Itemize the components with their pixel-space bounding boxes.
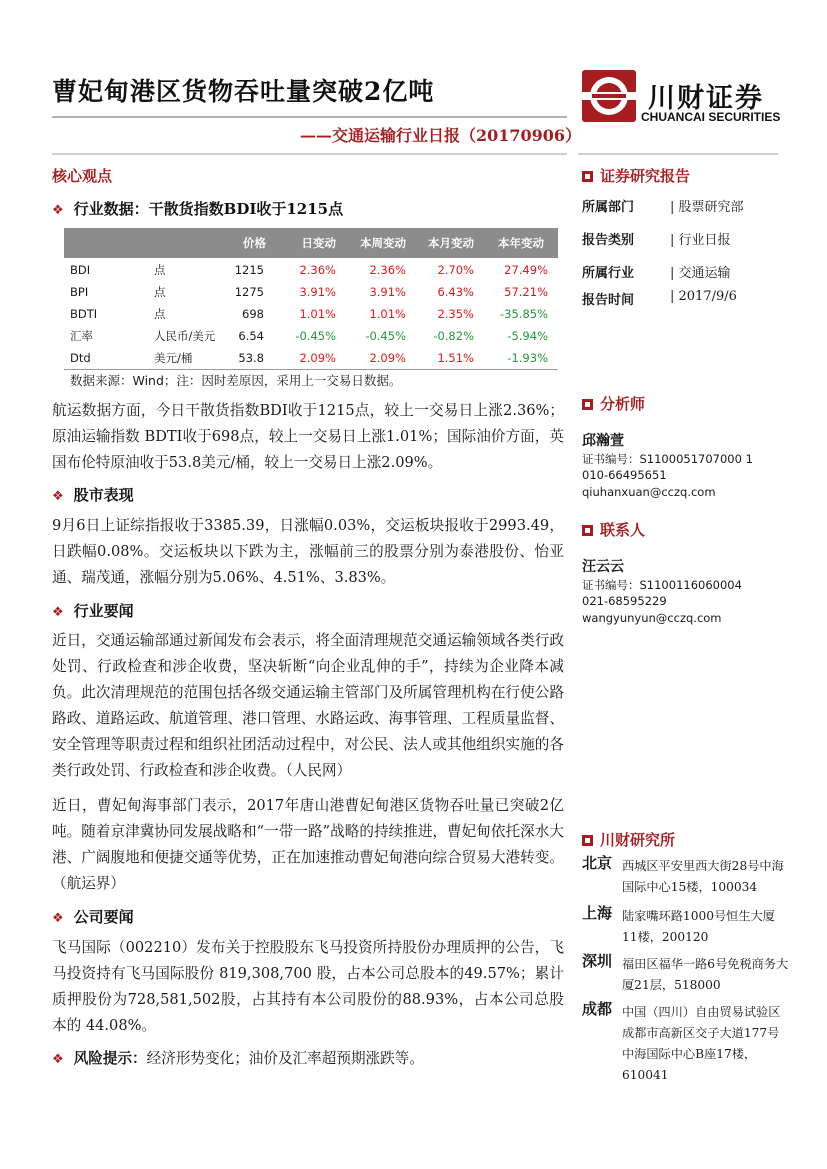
- row-price: 53.8: [238, 351, 264, 365]
- risk-note: ❖ 风险提示：经济形势变化；油价及汇率超预期涨跌等。: [52, 1050, 424, 1067]
- brand-name-en: CHUANCAI SECURITIES: [641, 110, 781, 124]
- row-price: 1275: [234, 285, 264, 299]
- meta-key: 所属行业: [582, 266, 635, 281]
- contact-phone: 021-68595229: [582, 594, 667, 608]
- row-day: 3.91%: [299, 285, 336, 299]
- square-bullet-icon: [582, 525, 593, 536]
- row-year: -1.93%: [507, 351, 548, 365]
- news-paragraph-2: 近日，曹妃甸海事部门表示，2017年唐山港曹妃甸港区货物吞吐量已突破2亿吨。随着京津冀协同发展战略和“一带一路”战略的持续推进，曹妃甸依托深水大港、广阔腹地和便捷交通等优势，正在加速推动曹妃甸港向综合贸易大港转变。（航运界）: [52, 797, 564, 892]
- row-day: 2.09%: [299, 351, 336, 365]
- row-week: 2.09%: [369, 351, 406, 365]
- row-price: 1215: [234, 263, 264, 277]
- table-row: [64, 348, 558, 368]
- contact-cert: 证书编号：S1100116060004: [582, 578, 742, 592]
- row-name: 汇率: [70, 329, 93, 343]
- institute-heading: 川财研究所: [582, 829, 675, 850]
- company-paragraph: 飞马国际（002210）发布关于控股股东飞马投资所持股份办理质押的公告，飞马投资持有飞马国际股份 819,308,700 股，占本公司总股本的49.57%；累计质押股份为728,581,502股，占其持有本公司股份的88.93%，占本公司总股本的 44.08%。: [52, 939, 564, 1034]
- row-month: 1.51%: [437, 351, 474, 365]
- industry-data-heading: ❖ 行业数据：干散货指数BDI收于1215点: [52, 200, 344, 218]
- chuancai-logo-icon: [582, 70, 636, 122]
- row-week: 3.91%: [369, 285, 406, 299]
- meta-value: | 股票研究部: [670, 200, 744, 215]
- report-subtitle: ——交通运输行业日报（20170906）: [300, 126, 582, 145]
- office-address: 西城区平安里西大街28号中海国际中心15楼，100034: [622, 859, 784, 894]
- analyst-heading: 分析师: [582, 393, 645, 414]
- col-year: 本年变动: [498, 236, 544, 250]
- meta-key: 报告时间: [582, 293, 635, 308]
- row-week: 2.36%: [369, 263, 406, 277]
- office-address: 陆家嘴环路1000号恒生大厦11楼，200120: [622, 909, 775, 944]
- row-week: -0.45%: [365, 329, 406, 343]
- diamond-bullet-icon: ❖: [52, 1052, 64, 1067]
- right-column-divider: [578, 153, 778, 155]
- table-row: [64, 260, 558, 280]
- row-month: 6.43%: [437, 285, 474, 299]
- stock-paragraph: 9月6日上证综指报收于3385.39，日涨幅0.03%，交运板块报收于2993.49，日跌幅0.08%。交运板块以下跌为主，涨幅前三的股票分别为泰港股份、怡亚通、瑞茂通，涨幅分别为5.06%、4.51%、3.83%。: [52, 517, 564, 586]
- row-day: -0.45%: [295, 329, 336, 343]
- row-price: 6.54: [238, 329, 264, 343]
- row-year: -5.94%: [507, 329, 548, 343]
- analyst-phone: 010-66495651: [582, 468, 667, 482]
- office-city: 北京: [582, 854, 613, 872]
- row-month: 2.35%: [437, 307, 474, 321]
- col-day: 日变动: [301, 236, 336, 250]
- shipping-paragraph: 航运数据方面，今日干散货指数BDI收于1215点，较上一交易日上涨2.36%；原油运输指数 BDTI收于698点，较上一交易日上涨1.01%；国际油价方面，英国布伦特原油收于53.8美元/桶，较上一交易日上涨2.09%。: [52, 402, 564, 471]
- diamond-bullet-icon: ❖: [52, 605, 64, 620]
- row-price: 698: [242, 307, 264, 321]
- table-row: [64, 282, 558, 302]
- contact-email[interactable]: wangyunyun@cczq.com: [582, 611, 722, 625]
- square-bullet-icon: [582, 835, 593, 846]
- row-week: 1.01%: [369, 307, 406, 321]
- row-month: 2.70%: [437, 263, 474, 277]
- row-name: BPI: [70, 285, 89, 299]
- row-year: 27.49%: [504, 263, 548, 277]
- data-source-note: 数据来源：Wind；注：因时差原因，采用上一交易日数据。: [70, 373, 402, 388]
- analyst-email[interactable]: qiuhanxuan@cczq.com: [582, 485, 716, 499]
- office-city: 成都: [582, 1000, 613, 1018]
- row-unit: 人民币/美元: [154, 329, 216, 343]
- office-city: 深圳: [582, 952, 613, 970]
- diamond-bullet-icon: ❖: [52, 911, 64, 926]
- row-name: BDI: [70, 263, 91, 277]
- row-day: 1.01%: [299, 307, 336, 321]
- col-price: 价格: [243, 236, 266, 250]
- contact-name: 汪云云: [582, 559, 624, 575]
- securities-report-heading: 证券研究报告: [582, 165, 690, 186]
- meta-value: | 行业日报: [670, 233, 731, 248]
- news-heading: ❖ 行业要闻: [52, 602, 134, 620]
- table-bottom-rule: [64, 369, 558, 370]
- meta-value: | 2017/9/6: [670, 289, 737, 304]
- row-unit: 点: [154, 285, 166, 299]
- meta-key: 报告类别: [582, 233, 635, 248]
- col-month: 本月变动: [428, 236, 474, 250]
- diamond-bullet-icon: ❖: [52, 489, 64, 504]
- row-unit: 点: [154, 307, 166, 321]
- report-title: 曹妃甸港区货物吞吐量突破2亿吨: [52, 77, 435, 106]
- brand-name-cn: 川财证券: [648, 83, 764, 114]
- core-view-heading: 核心观点: [52, 167, 113, 185]
- left-column-divider: [52, 153, 567, 155]
- contact-heading: 联系人: [582, 519, 645, 540]
- col-week: 本周变动: [360, 236, 406, 250]
- row-name: BDTI: [70, 307, 98, 321]
- stock-heading: ❖ 股市表现: [52, 486, 134, 504]
- office-address: 中国（四川）自由贸易试验区成都市高新区交子大道177号中海国际中心B座17楼，610041: [622, 1005, 781, 1082]
- square-bullet-icon: [582, 399, 593, 410]
- analyst-cert: 证书编号：S1100051707000 1: [582, 452, 753, 466]
- row-year: -35.85%: [500, 307, 548, 321]
- analyst-name: 邱瀚萱: [582, 433, 624, 449]
- company-heading: ❖ 公司要闻: [52, 908, 134, 926]
- table-header: [64, 228, 558, 258]
- diamond-bullet-icon: ❖: [52, 203, 64, 218]
- meta-key: 所属部门: [582, 200, 635, 215]
- row-unit: 点: [154, 263, 166, 277]
- row-unit: 美元/桶: [154, 351, 193, 365]
- row-name: Dtd: [70, 351, 91, 365]
- news-paragraph-1: 近日，交通运输部通过新闻发布会表示，将全面清理规范交通运输领域各类行政处罚、行政检查和涉企收费，坚决斩断“向企业乱伸的手”，持续为企业降本减负。此次清理规范的范围包括各级交通运输主管部门及所属管理机构在行使公路路政、道路运政、航道管理、港口管理、水路运政、海事管理、工程质量监督、安全管理等职责过程和组织社团活动过程中，对公民、法人或其他组织实施的各类行政处罚、行政检查和涉企收费。（人民网）: [52, 632, 564, 779]
- office-city: 上海: [582, 904, 613, 922]
- row-month: -0.82%: [433, 329, 474, 343]
- square-bullet-icon: [582, 171, 593, 182]
- title-divider: [52, 116, 567, 118]
- table-row: [64, 304, 558, 324]
- row-day: 2.36%: [299, 263, 336, 277]
- meta-value: | 交通运输: [670, 266, 731, 281]
- table-row: [64, 326, 558, 346]
- office-address: 福田区福华一路6号免税商务大厦21层，518000: [622, 957, 789, 992]
- row-year: 57.21%: [504, 285, 548, 299]
